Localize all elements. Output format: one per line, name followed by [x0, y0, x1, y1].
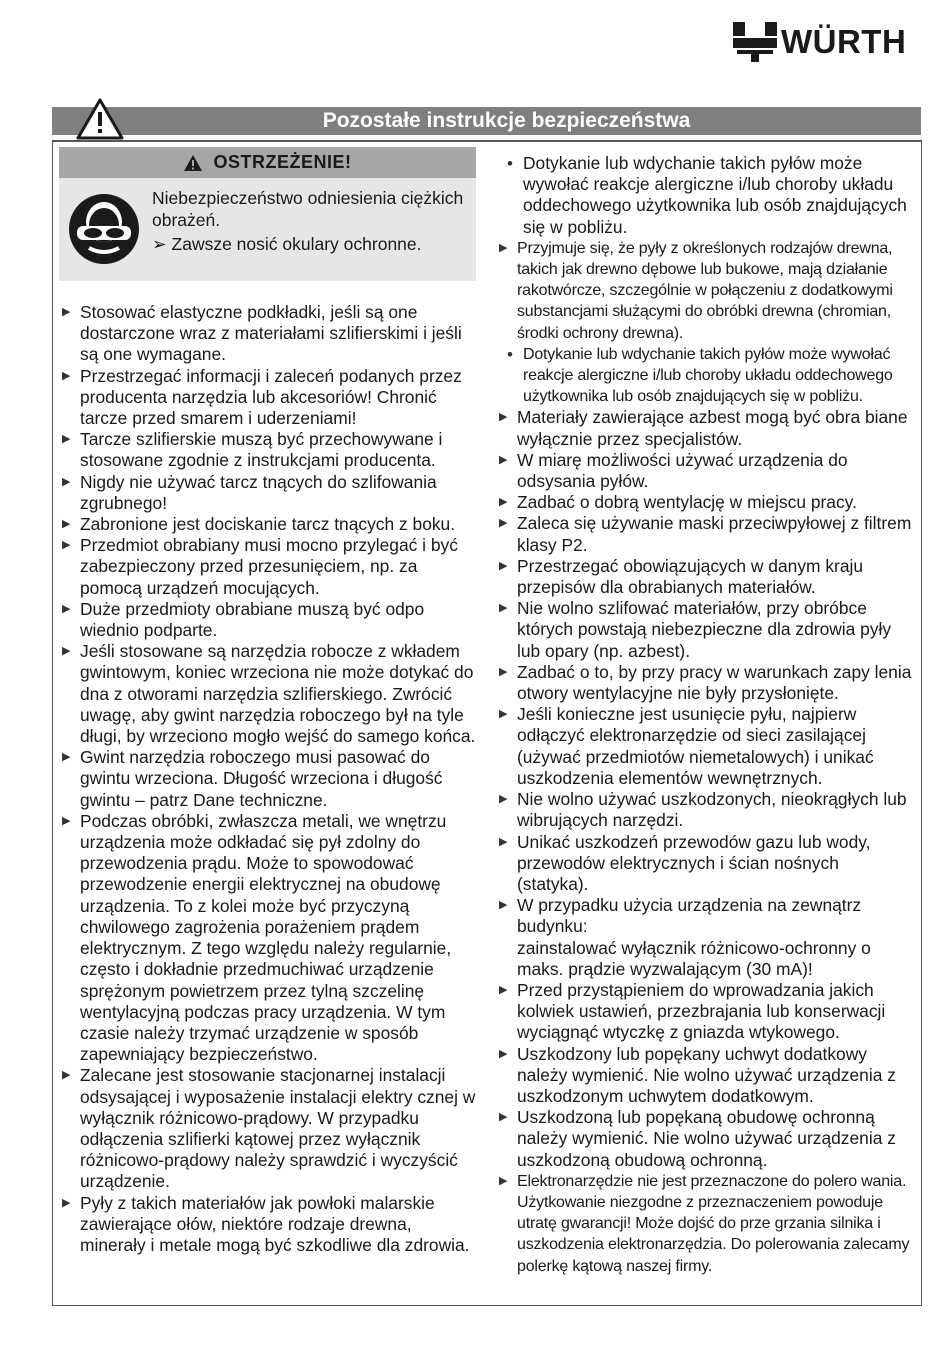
wurth-logo — [733, 22, 923, 62]
section-header — [52, 107, 921, 135]
list-item: ▶ Zadbać o dobrą wentylację w miejscu pracy. — [497, 492, 915, 513]
list-item: ▶ Unikać uszkodzeń przewodów gazu lub wody, przewodów elektrycznych i ścian nośnych (statyka). — [497, 832, 915, 896]
list-item: ▶ Elektronarzędzie nie jest przeznaczone do polero wania. Użytkowanie niezgodne z przeznaczeniem powoduje utratę gwarancji! Może dojść do prze grzania silnika i uszkodzenia elektronarzędzia. Do polerowania zalecamy polerkę kątową naszej firmy. — [497, 1171, 915, 1277]
warning-triangle-icon — [76, 98, 124, 140]
list-item: ▶ Uszkodzony lub popękany uchwyt dodatkowy należy wymienić. Nie wolno używać urządzenia z uszkodzonym uchwytem dodatkowym. — [497, 1044, 915, 1108]
right-column — [497, 153, 915, 1277]
brand-name: WÜRTH — [781, 23, 907, 60]
list-item: ▶ Zalecane jest stosowanie stacjonarnej instalacji odsysającej i wyposażenie instalacji elektry cznej w wyłącznik różnicowo-prądowy. W przypadku odłączenia szlifierki kątowej przez wyłącznik różnicowo-prądowy należy sprawdzić i wyczyścić urządzenie. — [60, 1065, 480, 1192]
list-item: ▶ Przedmiot obrabiany musi mocno przylegać i być zabezpieczony przed przesunięciem, np. za pomocą urządzeń mocujących. — [60, 535, 480, 599]
outdoor-line-2: zainstalować wyłącznik różnicowo-ochronny o maks. prądzie wyzwalającym (30 mA)! — [517, 937, 871, 979]
list-item: ▶ Stosować elastyczne podkładki, jeśli są one dostarczone wraz z materiałami szlifierskimi i jeśli są one wymagane. — [60, 302, 480, 366]
section-title: Pozostałe instrukcje bezpieczeństwa — [322, 109, 691, 132]
list-item: ▶ Uszkodzoną lub popękaną obudowę ochronną należy wymienić. Nie wolno używać urządzenia z uszkodzoną obudową ochronną. — [497, 1107, 915, 1171]
list-item: ▶ Nigdy nie używać tarcz tnących do szlifowania zgrubnego! — [60, 472, 480, 514]
outdoor-line-1: ▶ W przypadku użycia urządzenia na zewnątrz budynku: — [517, 895, 862, 937]
list-item: ▶ Przyjmuje się, że pyły z określonych rodzajów drewna, takich jak drewno dębowe lub bukowe, mają działanie rakotwórcze, szczególnie w połączeniu z dodatkowymi substancjami służącymi do obróbki drewna (chromian, środki ochrony drewna). — [497, 238, 915, 344]
list-item: ▶ Nie wolno używać uszkodzonych, nieokrągłych lub wibrujących narzędzi. — [497, 789, 915, 831]
list-item: ▶ Zadbać o to, by przy pracy w warunkach zapy lenia otwory wentylacyjne nie były przysłonięte. — [497, 662, 915, 704]
warning-body — [152, 187, 472, 255]
list-item-outdoor — [497, 895, 915, 980]
wurth-emblem-icon — [733, 22, 777, 62]
list-subitem: • Dotykanie lub wdychanie takich pyłów może wywołać reakcje alergiczne i/lub choroby układu oddechowego użytkownika lub osób znajdujących się w pobliżu. — [497, 153, 915, 238]
list-item: ▶ Zabronione jest dociskanie tarcz tnących z boku. — [60, 514, 480, 535]
warning-label: OSTRZEŻENIE! — [213, 152, 352, 172]
list-item: ▶ Jeśli konieczne jest usunięcie pyłu, najpierw odłączyć elektronarzędzie od sieci zasilającej (używać przedmiotów niemetalowych) i unikać uszkodzenia elementów wewnętrznych. — [497, 704, 915, 789]
list-item: ▶ Materiały zawierające azbest mogą być obra biane wyłącznie przez specjalistów. — [497, 407, 915, 449]
list-item: ▶ Tarcze szlifierskie muszą być przechowywane i stosowane zgodnie z instrukcjami producenta. — [60, 429, 480, 471]
warning-action-text: ➢ Zawsze nosić okulary ochronne. — [152, 234, 422, 254]
list-item: ▶ Jeśli stosowane są narzędzia robocze z wkładem gwintowym, koniec wrzeciona nie może dotykać do dna z otworami narzędzia szlifierskiego. Zwrócić uwagę, aby gwint narzędzia roboczego był na tyle długi, by wrzeciono mogło wejść do samego końca. — [60, 641, 480, 747]
list-item: ▶ Podczas obróbki, zwłaszcza metali, we wnętrzu urządzenia może odkładać się pył zdolny do przewodzenia prądu. Może to spowodować przewodzenie energii elektrycznej na obudowę urządzenia. To z kolei może być przyczyną chwilowego zagrożenia porażeniem prądem elektrycznym. Z tego względu należy regularnie, często i dokładnie przedmuchiwać urządzenie sprężonym powietrzem przez tylną szczelinę wentylacyjną podczas pracy urządzenia. W tym czasie należy trzymać urządzenie w sposób zapewniający bezpieczeństwo. — [60, 811, 480, 1065]
list-item: ▶ Przed przystąpieniem do wprowadzania jakich kolwiek ustawień, przezbrajania lub konserwacji wyciągnąć wtyczkę z gniazda wtykowego. — [497, 980, 915, 1044]
warning-box — [59, 147, 476, 281]
list-item: ▶ Nie wolno szlifować materiałów, przy obróbce których powstają niebezpieczne dla zdrowia pyły lub opary (np. azbest). — [497, 598, 915, 662]
list-subitem: • Dotykanie lub wdychanie takich pyłów może wywołać reakcje alergiczne i/lub choroby układu oddechowego użytkownika lub osób znajdujących się w pobliżu. — [497, 344, 915, 408]
list-item: ▶ Przestrzegać obowiązujących w danym kraju przepisów dla obrabianych materiałów. — [497, 556, 915, 598]
warning-small-icon — [183, 154, 203, 172]
warning-danger-text: Niebezpieczeństwo odniesienia ciężkich obrażeń. — [152, 188, 464, 230]
list-item: ▶ Zaleca się używanie maski przeciwpyłowej z filtrem klasy P2. — [497, 513, 915, 555]
list-item: ▶ Pyły z takich materiałów jak powłoki malarskie zawierające ołów, niektóre rodzaje drewna, minerały i metale mogą być szkodliwe dla zdrowia. — [60, 1193, 480, 1257]
goggles-icon — [67, 192, 141, 266]
list-item: ▶ W miarę możliwości używać urządzenia do odsysania pyłów. — [497, 450, 915, 492]
list-item: ▶ Gwint narzędzia roboczego musi pasować do gwintu wrzeciona. Długość wrzeciona i długość gwintu – patrz Dane techniczne. — [60, 747, 480, 811]
list-item: ▶ Duże przedmioty obrabiane muszą być odpo wiednio podparte. — [60, 599, 480, 641]
warning-header — [59, 147, 476, 178]
list-item: ▶ Przestrzegać informacji i zaleceń podanych przez producenta narzędzia lub akcesoriów! Chronić tarcze przed smarem i uderzeniami! — [60, 366, 480, 430]
left-column — [60, 302, 480, 1256]
